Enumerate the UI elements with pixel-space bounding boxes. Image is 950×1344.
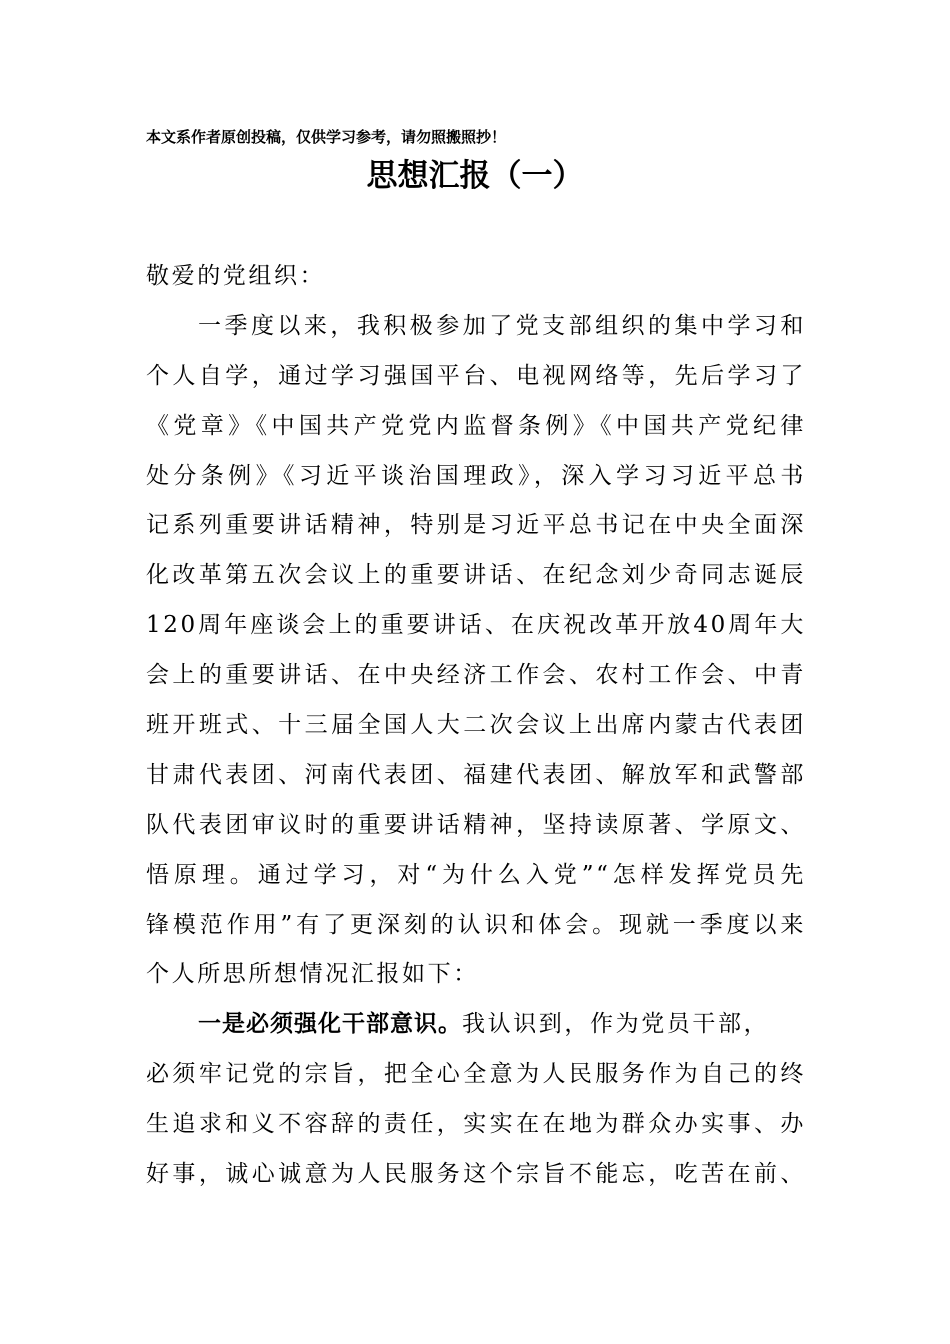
salutation: 敬爱的党组织： xyxy=(146,263,326,289)
paragraph-2 xyxy=(146,1000,806,1200)
paragraph-line: 队代表团审议时的重要讲话精神，坚持读原著、学原文、 xyxy=(146,811,806,838)
copyright-notice: 本文系作者原创投稿，仅供学习参考，请勿照搬照抄！ xyxy=(146,128,507,146)
document-title: 思想汇报（一） xyxy=(366,158,584,194)
paragraph-line: 一季度以来，我积极参加了党支部组织的集中学习和 xyxy=(198,312,806,339)
paragraph-line: 个人自学，通过学习强国平台、电视网络等，先后学习了 xyxy=(146,362,806,389)
paragraph-line: 好事，诚心诚意为人民服务这个宗旨不能忘，吃苦在前、 xyxy=(146,1161,806,1188)
paragraph-line: 班开班式、十三届全国人大二次会议上出席内蒙古代表团 xyxy=(146,712,806,739)
paragraph-line: 生追求和义不容辞的责任，实实在在地为群众办实事、办 xyxy=(146,1111,806,1138)
document-body xyxy=(146,252,806,1200)
paragraph-line: 《党章》《中国共产党党内监督条例》《中国共产党纪律 xyxy=(146,412,806,439)
paragraph-line: 锋模范作用”有了更深刻的认识和体会。现就一季度以来 xyxy=(146,911,806,938)
section-lead-heading: 一是必须强化干部意识。 xyxy=(198,1011,462,1038)
paragraph-line: 必须牢记党的宗旨，把全心全意为人民服务作为自己的终 xyxy=(146,1061,806,1088)
paragraph-line: 处分条例》《习近平谈治国理政》，深入学习习近平总书 xyxy=(146,462,806,489)
paragraph-line: 悟原理。通过学习，对“为什么入党”“怎样发挥党员先 xyxy=(146,861,806,888)
paragraph-line: 记系列重要讲话精神，特别是习近平总书记在中央全面深 xyxy=(146,512,806,539)
paragraph-line: 个人所思所想情况汇报如下： xyxy=(146,961,479,988)
paragraph-line: 会上的重要讲话、在中央经济工作会、农村工作会、中青 xyxy=(146,662,806,689)
paragraph-line: 化改革第五次会议上的重要讲话、在纪念刘少奇同志诞辰 xyxy=(146,562,806,589)
paragraph-line: 120周年座谈会上的重要讲话、在庆祝改革开放40周年大 xyxy=(146,612,806,639)
paragraph-1 xyxy=(146,302,806,1000)
paragraph-line-rest: 我认识到，作为党员干部， xyxy=(462,1011,770,1038)
paragraph-line xyxy=(146,1000,806,1050)
paragraph-line: 甘肃代表团、河南代表团、福建代表团、解放军和武警部 xyxy=(146,761,806,788)
